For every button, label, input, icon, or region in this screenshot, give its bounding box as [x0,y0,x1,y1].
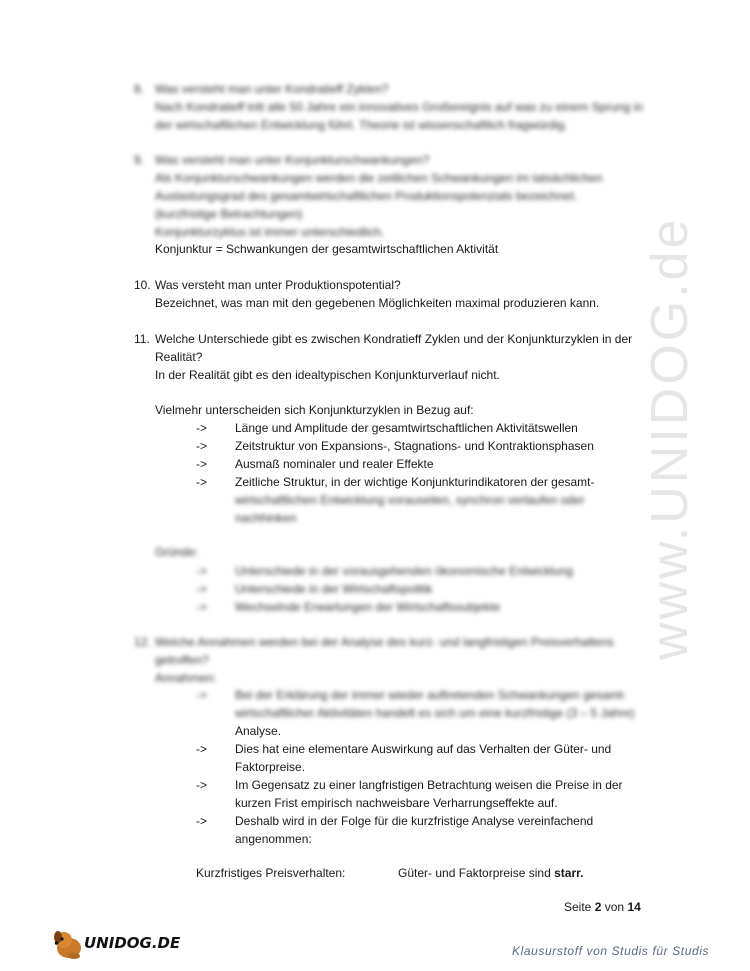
reason-item: Wechselnde Erwartungen der Wirtschaftssubjekte [235,600,501,614]
list-item: Länge und Amplitude der gesamtwirtschaftlichen Aktivitätswellen [235,421,578,435]
price-value-emph: starr. [554,866,584,880]
list-item: Ausmaß nominaler und realer Effekte [235,457,434,471]
q12-question-cont: getroffen? [155,653,209,667]
arrow-bullet: -> [196,421,208,435]
page-total: 14 [627,900,641,914]
arrow-bullet: -> [196,564,208,578]
arrow-bullet: -> [196,475,208,489]
assumption-line: Dies hat eine elementare Auswirkung auf das Verhalten der Güter- und [235,742,612,756]
arrow-bullet: -> [196,814,208,828]
q9-answer-line: Als Konjunkturschwankungen werden die zeitlichen Schwankungen im tatsächlichen [155,171,603,185]
dog-logo-icon [52,928,86,960]
list-item: Zeitstruktur von Expansions-, Stagnations- und Kontraktionsphasen [235,439,594,453]
list-item-cont: wirtschaftlichen Entwicklung vorauseilen, synchron verlaufen oder [235,493,585,507]
page-current: 2 [594,900,602,914]
q9-number: 9. [134,153,145,167]
assumption-line: Faktorpreise. [235,760,306,774]
q8-question: Was versteht man unter Kondratieff Zyklen? [155,82,389,96]
q8-number: 8. [134,82,145,96]
q11-question: Welche Unterschiede gibt es zwischen Kondratieff Zyklen und der Konjunkturzyklen in der [155,332,633,346]
arrow-bullet: -> [196,742,208,756]
q11-answer: In der Realität gibt es den idealtypischen Konjunkturverlauf nicht. [155,368,500,382]
price-value-text: Güter- und Faktorpreise sind [398,866,551,880]
price-value [398,866,583,880]
q12-question: Welche Annahmen werden bei der Analyse des kurz- und langfristigen Preisverhaltens [155,635,614,649]
list-item-cont: nachhinken [235,511,297,525]
assumption-line: Analyse. [235,724,282,738]
q11-intro: Vielmehr unterscheiden sich Konjunkturzyklen in Bezug auf: [155,403,474,417]
q12-number: 12. [134,635,151,649]
assumption-line: angenommen: [235,832,312,846]
watermark: www.UNIDOG.de [641,216,699,660]
assumption-line: Bei der Erklärung der immer wieder auftretenden Schwankungen gesamt- [235,688,627,702]
q10-answer: Bezeichnet, was man mit den gegebenen Möglichkeiten maximal produzieren kann. [155,296,600,310]
arrow-bullet: -> [196,457,208,471]
q9-answer-line: (kurzfristige Betrachtungen) [155,207,303,221]
logo-text: UNIDOG.DE [84,934,181,952]
page-of: von [604,900,625,914]
assumption-line: wirtschaftlicher Aktivitäten handelt es sich um eine kurzfristige (3 – 5 Jahre) [235,706,635,720]
q11-question-cont: Realität? [155,350,203,364]
q10-number: 10. [134,278,151,292]
page-word: Seite [564,900,592,914]
assumptions-title: Annahmen: [155,671,217,685]
q9-answer-last: Konjunktur = Schwankungen der gesamtwirtschaftlichen Aktivität [155,242,499,256]
price-label: Kurzfristiges Preisverhalten: [196,866,346,880]
q10-question: Was versteht man unter Produktionspotential? [155,278,401,292]
footer-tagline: Klausurstoff von Studis für Studis [512,944,710,958]
arrow-bullet: -> [196,439,208,453]
reason-item: Unterschiede in der Wirtschaftspolitik [235,582,433,596]
q8-answer-line: der wirtschaftlichen Entwicklung führt. Theorie ist wissenschaftlich fragwürdig. [155,118,568,132]
q9-question: Was versteht man unter Konjunkturschwankungen? [155,153,430,167]
page-number [564,900,641,914]
arrow-bullet: -> [196,778,208,792]
q9-answer-line: Konjunkturzyklus ist immer unterschiedlich. [155,225,385,239]
assumption-line: Im Gegensatz zu einer langfristigen Betrachtung weisen die Preise in der [235,778,623,792]
assumption-line: Deshalb wird in der Folge für die kurzfristige Analyse vereinfachend [235,814,594,828]
arrow-bullet: -> [196,600,208,614]
arrow-bullet: -> [196,582,208,596]
q8-answer-line: Nach Kondratieff tritt alle 50 Jahre ein innovatives Großereignis auf was zu einem Sprung in [155,100,644,114]
q11-number: 11. [134,332,150,346]
assumption-line: kurzen Frist empirisch nachweisbare Verharrungseffekte auf. [235,796,558,810]
reasons-title: Gründe: [155,545,199,559]
q9-answer-line: Auslastungsgrad des gesamtwirtschaftlichen Produktionspotenzials bezeichnet. [155,189,578,203]
arrow-bullet: -> [196,688,208,702]
reason-item: Unterschiede in der vorausgehenden ökonomische Entwicklung [235,564,574,578]
list-item: Zeitliche Struktur, in der wichtige Konjunkturindikatoren der gesamt- [235,475,595,489]
